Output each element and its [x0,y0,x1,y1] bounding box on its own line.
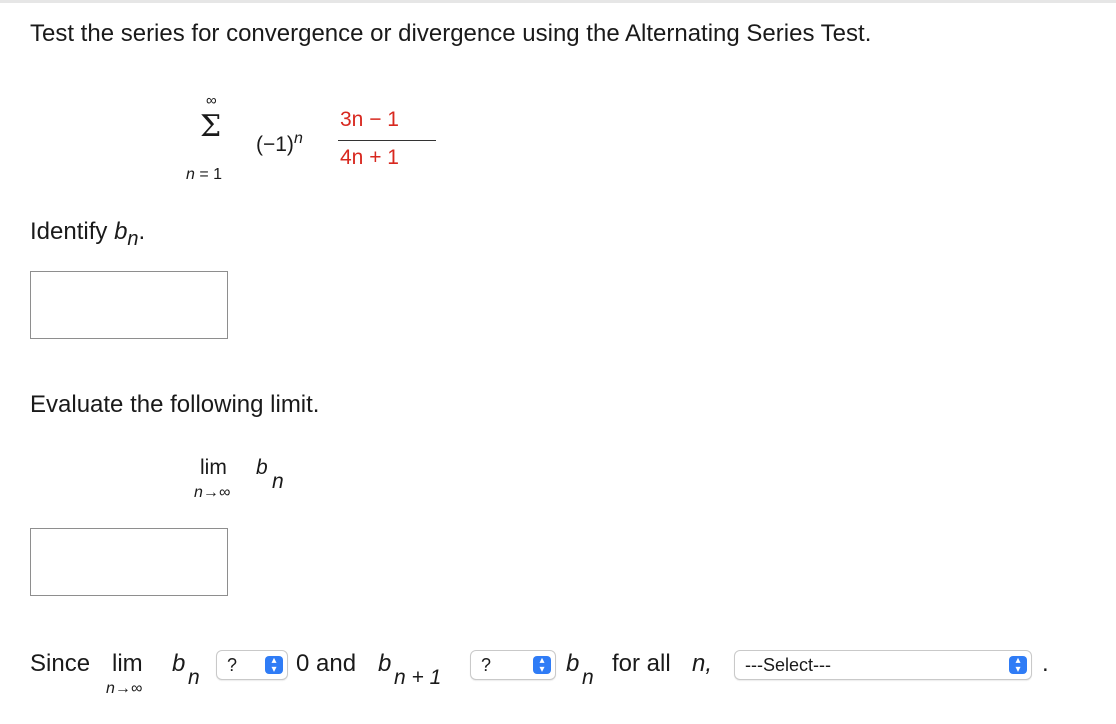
conclusion-select-value: ---Select--- [745,655,831,675]
since-word: Since [30,650,91,677]
select-1-chevron-icon: ▴ ▾ [265,656,283,674]
sentence-period: . [1042,650,1049,677]
limit-answer-input[interactable] [30,528,228,596]
select-2-value: ? [481,655,492,675]
since-b2: b [378,650,392,677]
since-b3: b [566,650,580,677]
sigma-symbol: Σ [200,109,222,144]
since-b: b [172,650,186,677]
fraction-numerator: 3n − 1 [340,108,399,131]
sum-lower-limit: n = 1 [186,166,223,183]
limit-subscript: n→∞ [194,484,231,501]
since-b-sub: n [188,666,200,689]
limit-lim: lim [200,456,227,479]
identify-dot: . [138,218,146,245]
identify-var: b [114,218,128,245]
since-lim-subscript: n→∞ [106,680,143,697]
for-all-text: for all [612,650,671,677]
question-prompt: Test the series for convergence or divergence using the Alternating Series Test. [30,20,872,47]
limit-var-sub: n [272,470,284,493]
alternating-factor [256,130,303,157]
conclusion-select[interactable] [734,650,1032,680]
fraction-denominator: 4n + 1 [340,146,399,169]
evaluate-label: Evaluate the following limit. [30,391,320,418]
zero-and-text: 0 and [296,650,357,677]
identify-text: Identify [30,218,108,245]
factor-exponent: n [293,130,303,147]
fraction-bar [338,140,436,141]
since-lim: lim [112,650,143,677]
since-b3-sub: n [582,666,594,689]
conclusion-select-chevron-icon: ▴ ▾ [1009,656,1027,674]
top-divider [0,0,1116,3]
factor-base: (−1) [256,133,294,156]
select-2-chevron-icon: ▴ ▾ [533,656,551,674]
sum-upper-limit: ∞ [206,92,217,109]
comparison-select-1[interactable] [216,650,288,680]
since-b2-sub: n + 1 [394,666,442,689]
select-1-value: ? [227,655,238,675]
identify-label [30,218,145,251]
comparison-select-2[interactable] [470,650,556,680]
bn-answer-input[interactable] [30,271,228,339]
limit-var: b [256,456,268,479]
for-all-n: n, [692,650,713,677]
identify-sub: n [127,227,139,250]
